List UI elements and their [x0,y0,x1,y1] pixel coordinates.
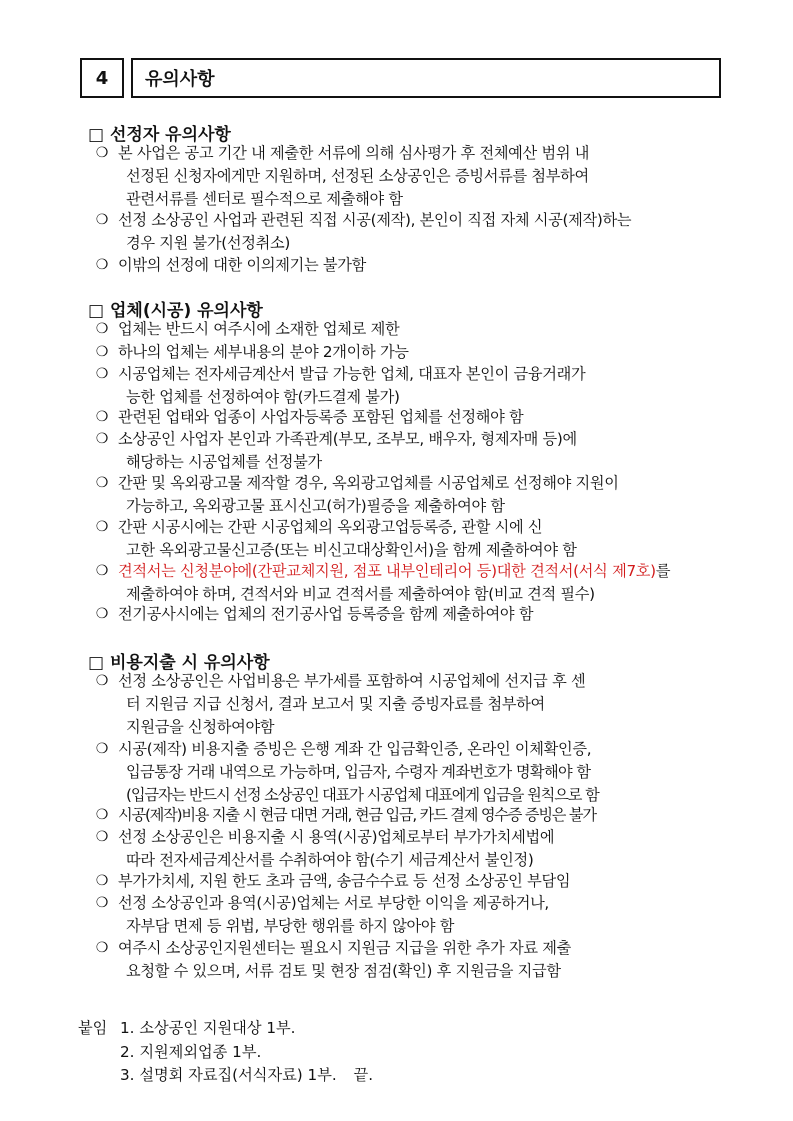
item-line: 입금통장 거래 내역으로 가능하며, 입금자, 수령자 계좌번호가 명확해야 함 [126,763,591,781]
list-item [95,209,718,255]
item-line: 간판 및 옥외광고물 제작할 경우, 옥외광고업체를 시공업체로 선정해야 지원이 [118,474,619,492]
attachment-item: 3. 설명회 자료집(서식자료) 1부. [120,1066,337,1084]
list-item [95,318,718,341]
list-item [95,142,718,211]
item-line: 이밖의 선정에 대한 이의제기는 불가함 [118,256,367,274]
estimate-notice-tail: 를 [655,562,671,580]
list-item [95,406,718,429]
list-item [95,804,718,827]
item-line: 요청할 수 있으며, 서류 검토 및 현장 점검(확인) 후 지원금을 지급함 [126,962,561,980]
item-line: 시공(제작) 비용지출 증빙은 은행 계좌 간 입금확인증, 온라인 이체확인증, [118,740,592,758]
section-heading-selectee: □ 선정자 유의사항 [88,125,231,145]
list-item [95,738,718,807]
item-line: 경우 지원 불가(선정취소) [126,234,291,252]
circle-bullet-icon: ❍ [95,563,109,579]
item-line: 부가가치세, 지원 한도 초과 금액, 송금수수료 등 선정 소상공인 부담임 [118,872,571,890]
circle-bullet-icon: ❍ [95,829,109,845]
list-item [95,603,718,626]
item-line: 지원금을 신청하여야함 [126,718,275,736]
list-item [95,826,718,872]
estimate-notice-red-text: 견적서는 신청분야에(간판교체지원, 점포 내부인테리어 등)대한 견적서(서식 제7호) [118,562,656,580]
list-item [95,363,718,409]
section-heading-expenditure: □ 비용지출 시 유의사항 [88,653,270,673]
item-line: 시공(제작)비용 지출 시 현금 대면 거래, 현금 입금, 카드 결제 영수증 증빙은 불가 [118,806,596,824]
attachment-line [120,1041,261,1064]
page-title: 유의사항 [145,69,215,90]
circle-bullet-icon: ❍ [95,366,109,382]
list-item [95,870,718,893]
list-item [95,670,718,739]
item-line: 시공업체는 전자세금계산서 발급 가능한 업체, 대표자 본인이 금융거래가 [118,365,586,383]
circle-bullet-icon: ❍ [95,807,109,823]
list-item [95,428,718,474]
item-line: 선정 소상공인 사업과 관련된 직접 시공(제작), 본인이 직접 자체 시공(제작)하는 [118,211,632,229]
list-item [95,937,718,983]
list-item [95,892,718,938]
list-item [95,341,718,364]
list-item [95,516,718,562]
attachment-line [78,1017,296,1040]
circle-bullet-icon: ❍ [95,673,109,689]
section-number-box [80,58,124,98]
circle-bullet-icon: ❍ [95,940,109,956]
circle-bullet-icon: ❍ [95,321,109,337]
section-title-box [131,58,721,98]
item-line: 자부담 면제 등 위법, 부당한 행위를 하지 않아야 함 [126,917,455,935]
section-heading-contractor: □ 업체(시공) 유의사항 [88,301,263,321]
circle-bullet-icon: ❍ [95,606,109,622]
circle-bullet-icon: ❍ [95,257,109,273]
circle-bullet-icon: ❍ [95,145,109,161]
item-line: 선정 소상공인은 비용지출 시 용역(시공)업체로부터 부가가치세법에 [118,828,555,846]
item-line: 해당하는 시공업체를 선정불가 [126,453,322,471]
circle-bullet-icon: ❍ [95,873,109,889]
item-line: 업체는 반드시 여주시에 소재한 업체로 제한 [118,320,400,338]
item-line: 고한 옥외광고물신고증(또는 비신고대상확인서)을 함께 제출하여야 함 [126,541,577,559]
item-line: 터 지원금 지급 신청서, 결과 보고서 및 지출 증빙자료를 첨부하여 [126,695,545,713]
item-line: 관련된 업태와 업종이 사업자등록증 포함된 업체를 선정해야 함 [118,408,524,426]
circle-bullet-icon: ❍ [95,212,109,228]
list-item [95,254,718,277]
circle-bullet-icon: ❍ [95,475,109,491]
item-line: 본 사업은 공고 기간 내 제출한 서류에 의해 심사평가 후 전체예산 범위 내 [118,144,590,162]
item-line: (입금자는 반드시 선정 소상공인 대표가 시공업체 대표에게 입금을 원칙으로 함 [126,786,599,804]
item-line: 소상공인 사업자 본인과 가족관계(부모, 조부모, 배우자, 형제자매 등)에 [118,430,577,448]
item-line: 관련서류를 센터로 필수적으로 제출해야 함 [126,190,403,208]
circle-bullet-icon: ❍ [95,409,109,425]
circle-bullet-icon: ❍ [95,741,109,757]
item-line: 하나의 업체는 세부내용의 분야 2개이하 가능 [118,343,409,361]
item-line: 간판 시공시에는 간판 시공업체의 옥외광고업등록증, 관할 시에 신 [118,518,543,536]
circle-bullet-icon: ❍ [95,895,109,911]
item-line: 여주시 소상공인지원센터는 필요시 지원금 지급을 위한 추가 자료 제출 [118,939,571,957]
item-line: 선정 소상공인은 사업비용은 부가세를 포함하여 시공업체에 선지급 후 센 [118,672,586,690]
item-line: 제출하여야 하며, 견적서와 비교 견적서를 제출하여야 함(비교 견적 필수) [126,585,595,603]
attachment-label: 붙임 [78,1019,108,1037]
list-item-estimate-notice [95,560,718,606]
circle-bullet-icon: ❍ [95,519,109,535]
item-line: 선정된 신청자에게만 지원하며, 선정된 소상공인은 증빙서류를 첨부하여 [126,167,589,185]
item-line: 능한 업체를 선정하여야 함(카드결제 불가) [126,388,400,406]
item-line: 선정 소상공인과 용역(시공)업체는 서로 부당한 이익을 제공하거나, [118,894,549,912]
circle-bullet-icon: ❍ [95,431,109,447]
section-number: 4 [95,67,109,89]
circle-bullet-icon: ❍ [95,344,109,360]
attachment-item: 2. 지원제외업종 1부. [120,1043,262,1061]
item-line: 전기공사시에는 업체의 전기공사업 등록증을 함께 제출하여야 함 [118,605,534,623]
item-line: 가능하고, 옥외광고물 표시신고(허가)필증을 제출하여야 함 [126,497,505,515]
attachment-item: 1. 소상공인 지원대상 1부. [120,1019,296,1037]
attachment-line [120,1064,373,1087]
end-mark: 끝. [353,1066,374,1084]
list-item [95,472,718,518]
item-line: 따라 전자세금계산서를 수취하여야 함(수기 세금계산서 불인정) [126,851,534,869]
